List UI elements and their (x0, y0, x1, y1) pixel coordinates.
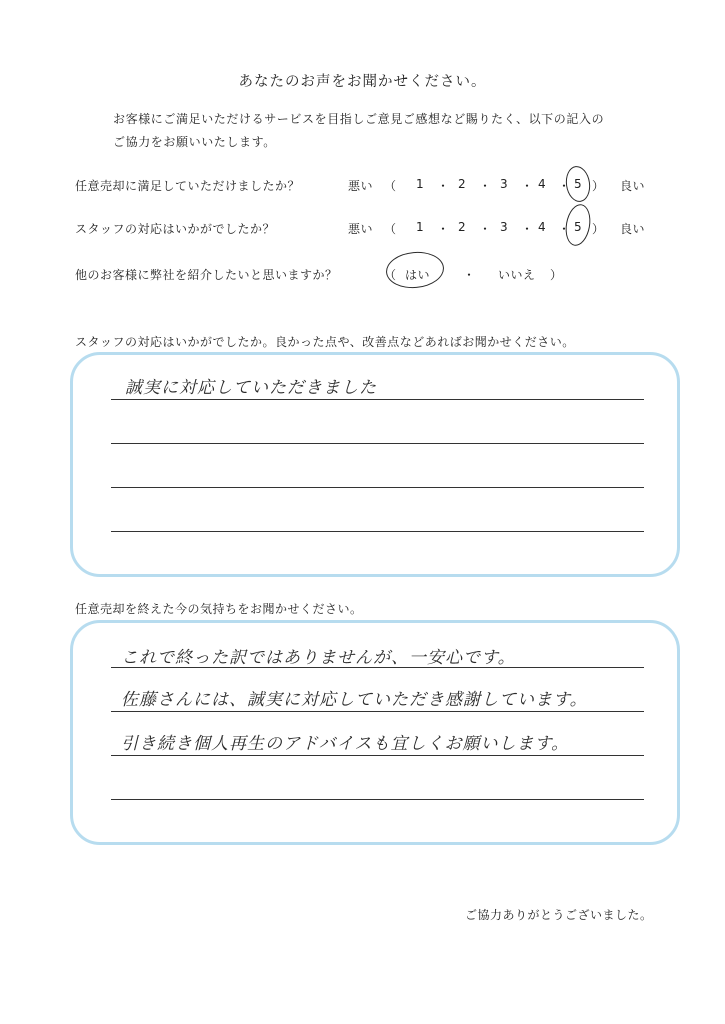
section-2-answer-3: 引き続き個人再生のアドバイスも宜しくお願いします。 (121, 734, 570, 754)
question-1-sep-2: ・ (479, 179, 492, 193)
question-2-bad-label: 悪い (348, 222, 374, 236)
recommend-label: 他のお客様に弊社を紹介したいと思いますか？ (75, 268, 338, 282)
question-2-label: スタッフの対応はいかがでしたか？ (75, 222, 276, 236)
section-2-box[interactable] (70, 620, 680, 845)
section-2-answer-1: これで終った訳ではありませんが、一安心です。 (121, 648, 516, 668)
page-title: あなたのお声をお聞かせください。 (238, 74, 487, 90)
question-1-paren-open: （ (384, 179, 397, 193)
section-1-box[interactable] (70, 352, 680, 577)
recommend-separator: ・ (463, 268, 476, 282)
intro-line-2: ご協力をお願いいたします。 (113, 135, 276, 149)
question-2-paren-open: （ (384, 222, 397, 236)
question-1-sep-4: ・ (558, 179, 571, 193)
question-2-option-4[interactable]: 4 (538, 220, 546, 234)
recommend-paren-close: ） (550, 268, 563, 282)
question-1-good-label: 良い (620, 179, 646, 193)
recommend-paren-open: （ (384, 268, 397, 282)
question-1-sep-3: ・ (521, 179, 534, 193)
question-1-option-4[interactable]: 4 (538, 177, 546, 191)
question-2-sep-4: ・ (558, 222, 571, 236)
closing-message: ご協力ありがとうございました。 (465, 908, 653, 922)
question-1-bad-label: 悪い (348, 179, 374, 193)
intro-line-1: お客様にご満足いただけるサービスを目指しご意見ご感想など賜りたく、以下の記入の (113, 112, 605, 126)
section-2-answer-2: 佐藤さんには、誠実に対応していただき感謝しています。 (121, 690, 588, 710)
question-1-sep-1: ・ (437, 179, 450, 193)
section-1-line (111, 443, 644, 444)
question-2-option-3[interactable]: 3 (500, 220, 508, 234)
question-1-label: 任意売却に満足していただけましたか？ (75, 179, 301, 193)
recommend-selection-circle (385, 250, 446, 291)
question-2-option-1[interactable]: 1 (416, 220, 424, 234)
question-2-option-5[interactable]: 5 (574, 220, 582, 234)
section-1-label: スタッフの対応はいかがでしたか。良かった点や、改善点などあればお聞かせください。 (75, 335, 575, 349)
section-2-line (111, 711, 644, 712)
question-2-sep-3: ・ (521, 222, 534, 236)
question-1-option-1[interactable]: 1 (416, 177, 424, 191)
section-1-line (111, 531, 644, 532)
question-2-paren-close: ） (592, 222, 605, 236)
section-2-label: 任意売却を終えた今の気持ちをお聞かせください。 (75, 602, 363, 616)
section-1-line (111, 487, 644, 488)
question-2-selection-circle (563, 202, 594, 248)
question-2-sep-1: ・ (437, 222, 450, 236)
question-1-selection-circle (564, 165, 593, 204)
question-2-good-label: 良い (620, 222, 646, 236)
question-1-paren-close: ） (592, 179, 605, 193)
recommend-no-option[interactable]: いいえ (498, 268, 536, 282)
question-1-option-3[interactable]: 3 (500, 177, 508, 191)
question-2-sep-2: ・ (479, 222, 492, 236)
question-1-option-5[interactable]: 5 (574, 177, 582, 191)
recommend-yes-option[interactable]: はい (405, 268, 431, 282)
question-1-option-2[interactable]: 2 (458, 177, 466, 191)
question-2-option-2[interactable]: 2 (458, 220, 466, 234)
section-1-answer-1: 誠実に対応していただきました (125, 378, 377, 398)
section-2-line (111, 755, 644, 756)
section-2-line (111, 799, 644, 800)
section-1-line (111, 399, 644, 400)
